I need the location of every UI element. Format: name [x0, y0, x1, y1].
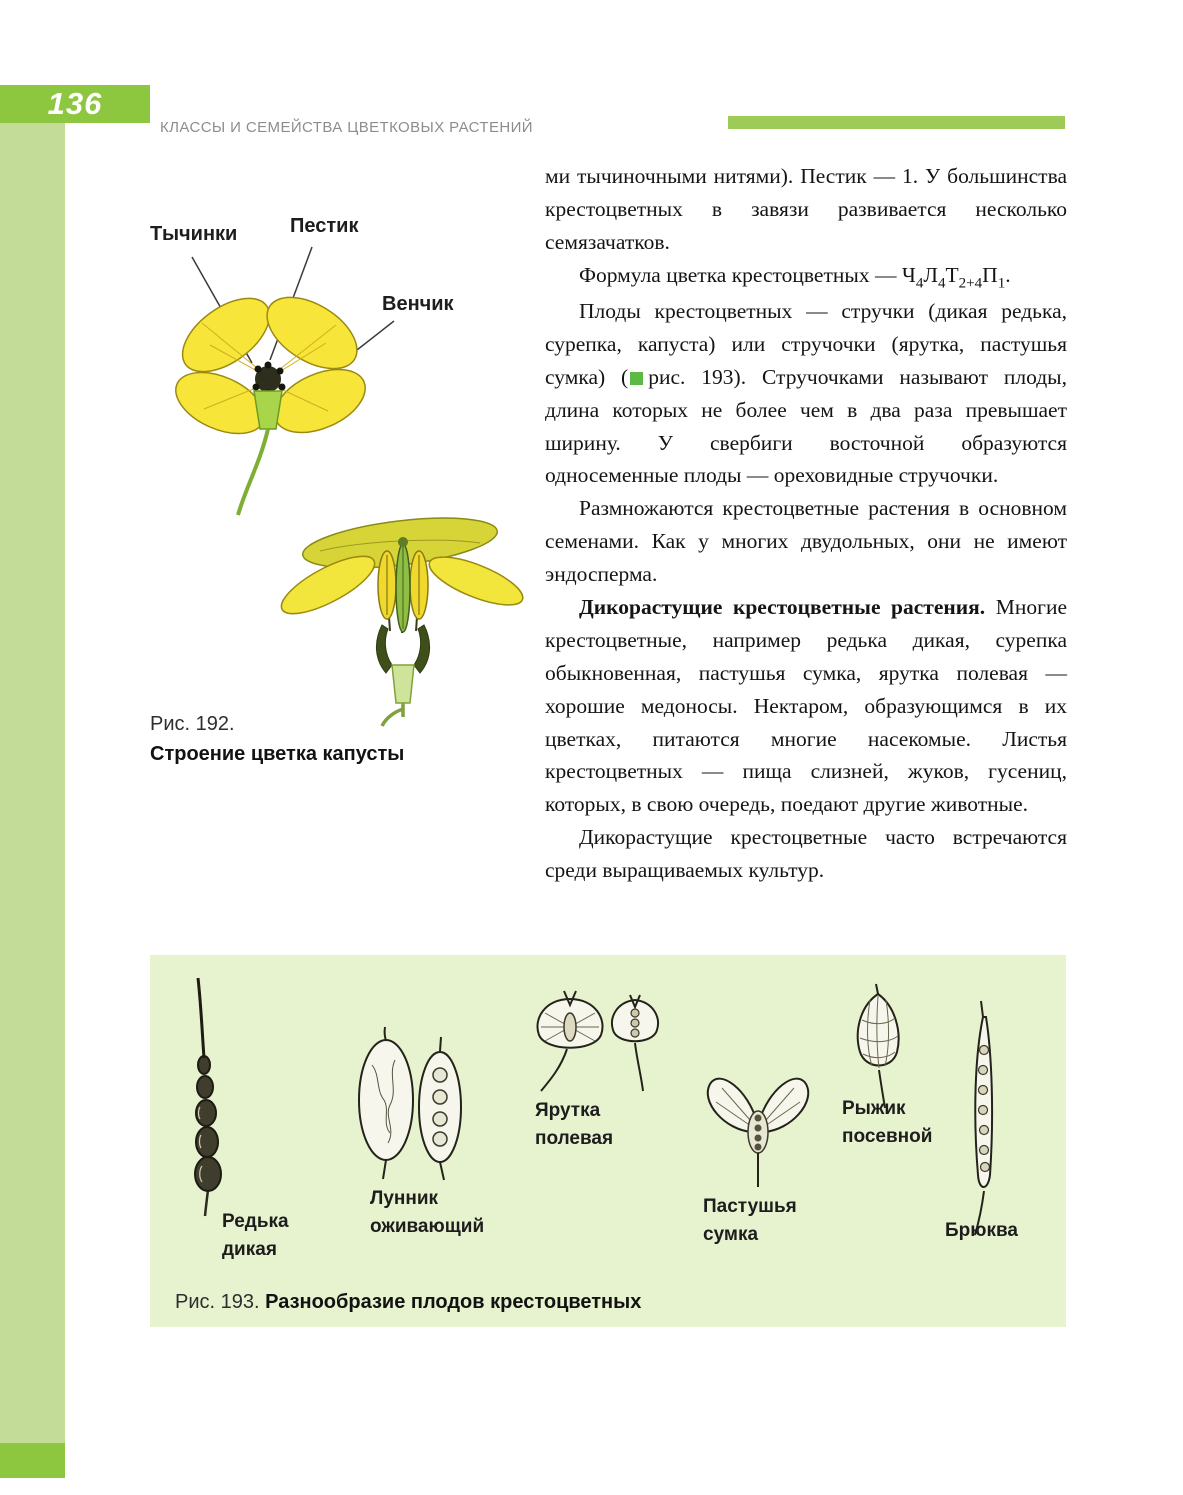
- fruit-label-line: Ярутка: [535, 1100, 601, 1121]
- paragraph-fruits: [545, 295, 1067, 492]
- label-stamens: Тычинки: [150, 223, 238, 245]
- fruit-label-line: дикая: [222, 1238, 277, 1260]
- label-pistil: Пестик: [290, 215, 359, 237]
- paragraph-final: Дикорастущие крестоцветные часто встречаются среди выращиваемых культур.: [545, 825, 1067, 883]
- figure-ref-square-icon: [630, 372, 643, 385]
- fruit-label-line: оживающий: [370, 1215, 485, 1237]
- paragraph-lead-bold: Дикорастущие крестоцветные растения.: [579, 595, 986, 619]
- formula-sub: 2+4: [958, 274, 983, 291]
- fruit-label-line: сумка: [703, 1223, 759, 1245]
- paragraph-text: Плоды крестоцветных — стручки (дикая редька, сурепка, капуста) или стручочки (ярутка, пастушья сумка) (: [545, 298, 1067, 389]
- flower-formula: [901, 262, 1011, 291]
- rutabaga-pod-illustration: [955, 995, 1015, 1240]
- paragraph-continuation: ми тычиночными нитями). Пестик — 1. У большинства крестоцветных в завязи развивается несколько семязачатков.: [545, 164, 1067, 254]
- header-accent-bar: [728, 116, 1065, 129]
- formula-part: Ч: [901, 262, 916, 287]
- formula-part: Л: [923, 262, 938, 287]
- camelina-pod-illustration: [840, 980, 920, 1110]
- left-accent-band: [0, 85, 65, 1443]
- figure-reference: рис. 193).: [648, 364, 747, 389]
- fruit-label-rutabaga: [945, 1217, 1018, 1245]
- fruit-label-camelina: [842, 1095, 932, 1150]
- paragraph-text: Многие крестоцветные, например редька дикая, сурепка обыкновенная, пастушья сумка, ярутка полевая — хорошие медоносы. Нектаром, образующимся в их цветках, питаются многие насекомые. Листья крестоцветных — пища слизней, жуков, гусениц, которых, в свою очередь, поедают другие животные.: [545, 595, 1067, 817]
- formula-sub: 4: [937, 274, 946, 291]
- figure-192-caption: [150, 709, 404, 769]
- figure-193-title: Разнообразие плодов крестоцветных: [265, 1291, 642, 1313]
- fruit-label-line: Лунник: [370, 1188, 439, 1209]
- fruit-label-line: полевая: [535, 1127, 614, 1149]
- body-text-column: [545, 160, 1067, 887]
- formula-sub: 4: [915, 274, 924, 291]
- formula-part: П: [982, 262, 998, 287]
- label-corolla: Венчик: [382, 293, 454, 315]
- running-header: КЛАССЫ И СЕМЕЙСТВА ЦВЕТКОВЫХ РАСТЕНИЙ: [160, 119, 533, 136]
- figure-192: [140, 195, 550, 795]
- fruit-label-pennycress: [535, 1097, 613, 1152]
- formula-part: Т: [945, 262, 959, 287]
- fruit-label-wild-radish: [222, 1208, 289, 1263]
- figure-192-title: Строение цветка капусты: [150, 743, 405, 765]
- page-number-badge: [0, 85, 150, 123]
- fruit-label-line: Рыжик: [842, 1098, 906, 1119]
- fruit-label-line: Брюква: [945, 1220, 1018, 1241]
- wild-radish-pod-illustration: [175, 970, 245, 1220]
- fruit-label-shepherds-purse: [703, 1193, 797, 1248]
- paragraph-text: Стручочками называют плоды, длина которых не более чем в два раза превышает ширину. У свербиги восточной образуются односеменные плоды — ореховидные стручочки.: [545, 364, 1067, 488]
- fruit-label-honesty: [370, 1185, 484, 1240]
- formula-sub: 1: [997, 274, 1006, 291]
- figure-192-number: Рис. 192.: [150, 713, 235, 735]
- fruit-label-line: Пастушья: [703, 1196, 797, 1217]
- shepherds-purse-pod-illustration: [700, 1050, 815, 1190]
- page-number: 136: [47, 86, 103, 121]
- field-pennycress-pods-illustration: [525, 975, 675, 1095]
- figure-193-caption: [175, 1291, 641, 1314]
- fruit-label-line: Редька: [222, 1211, 289, 1232]
- paragraph-wild-crucifers: [545, 591, 1067, 821]
- fruit-label-line: посевной: [842, 1125, 933, 1147]
- honesty-pods-illustration: [350, 1005, 480, 1183]
- formula-part: .: [1005, 262, 1011, 287]
- figure-193-number: Рис. 193.: [175, 1291, 260, 1313]
- cabbage-flower-illustration: [140, 195, 550, 735]
- paragraph-formula: [545, 259, 1067, 295]
- formula-lead: Формула цветка крестоцветных —: [579, 262, 897, 287]
- bottom-accent-block: [0, 1443, 65, 1478]
- figure-193-panel: [150, 955, 1066, 1327]
- paragraph-reproduction: Размножаются крестоцветные растения в основном семенами. Как у многих двудольных, они не имеют эндосперма.: [545, 496, 1067, 587]
